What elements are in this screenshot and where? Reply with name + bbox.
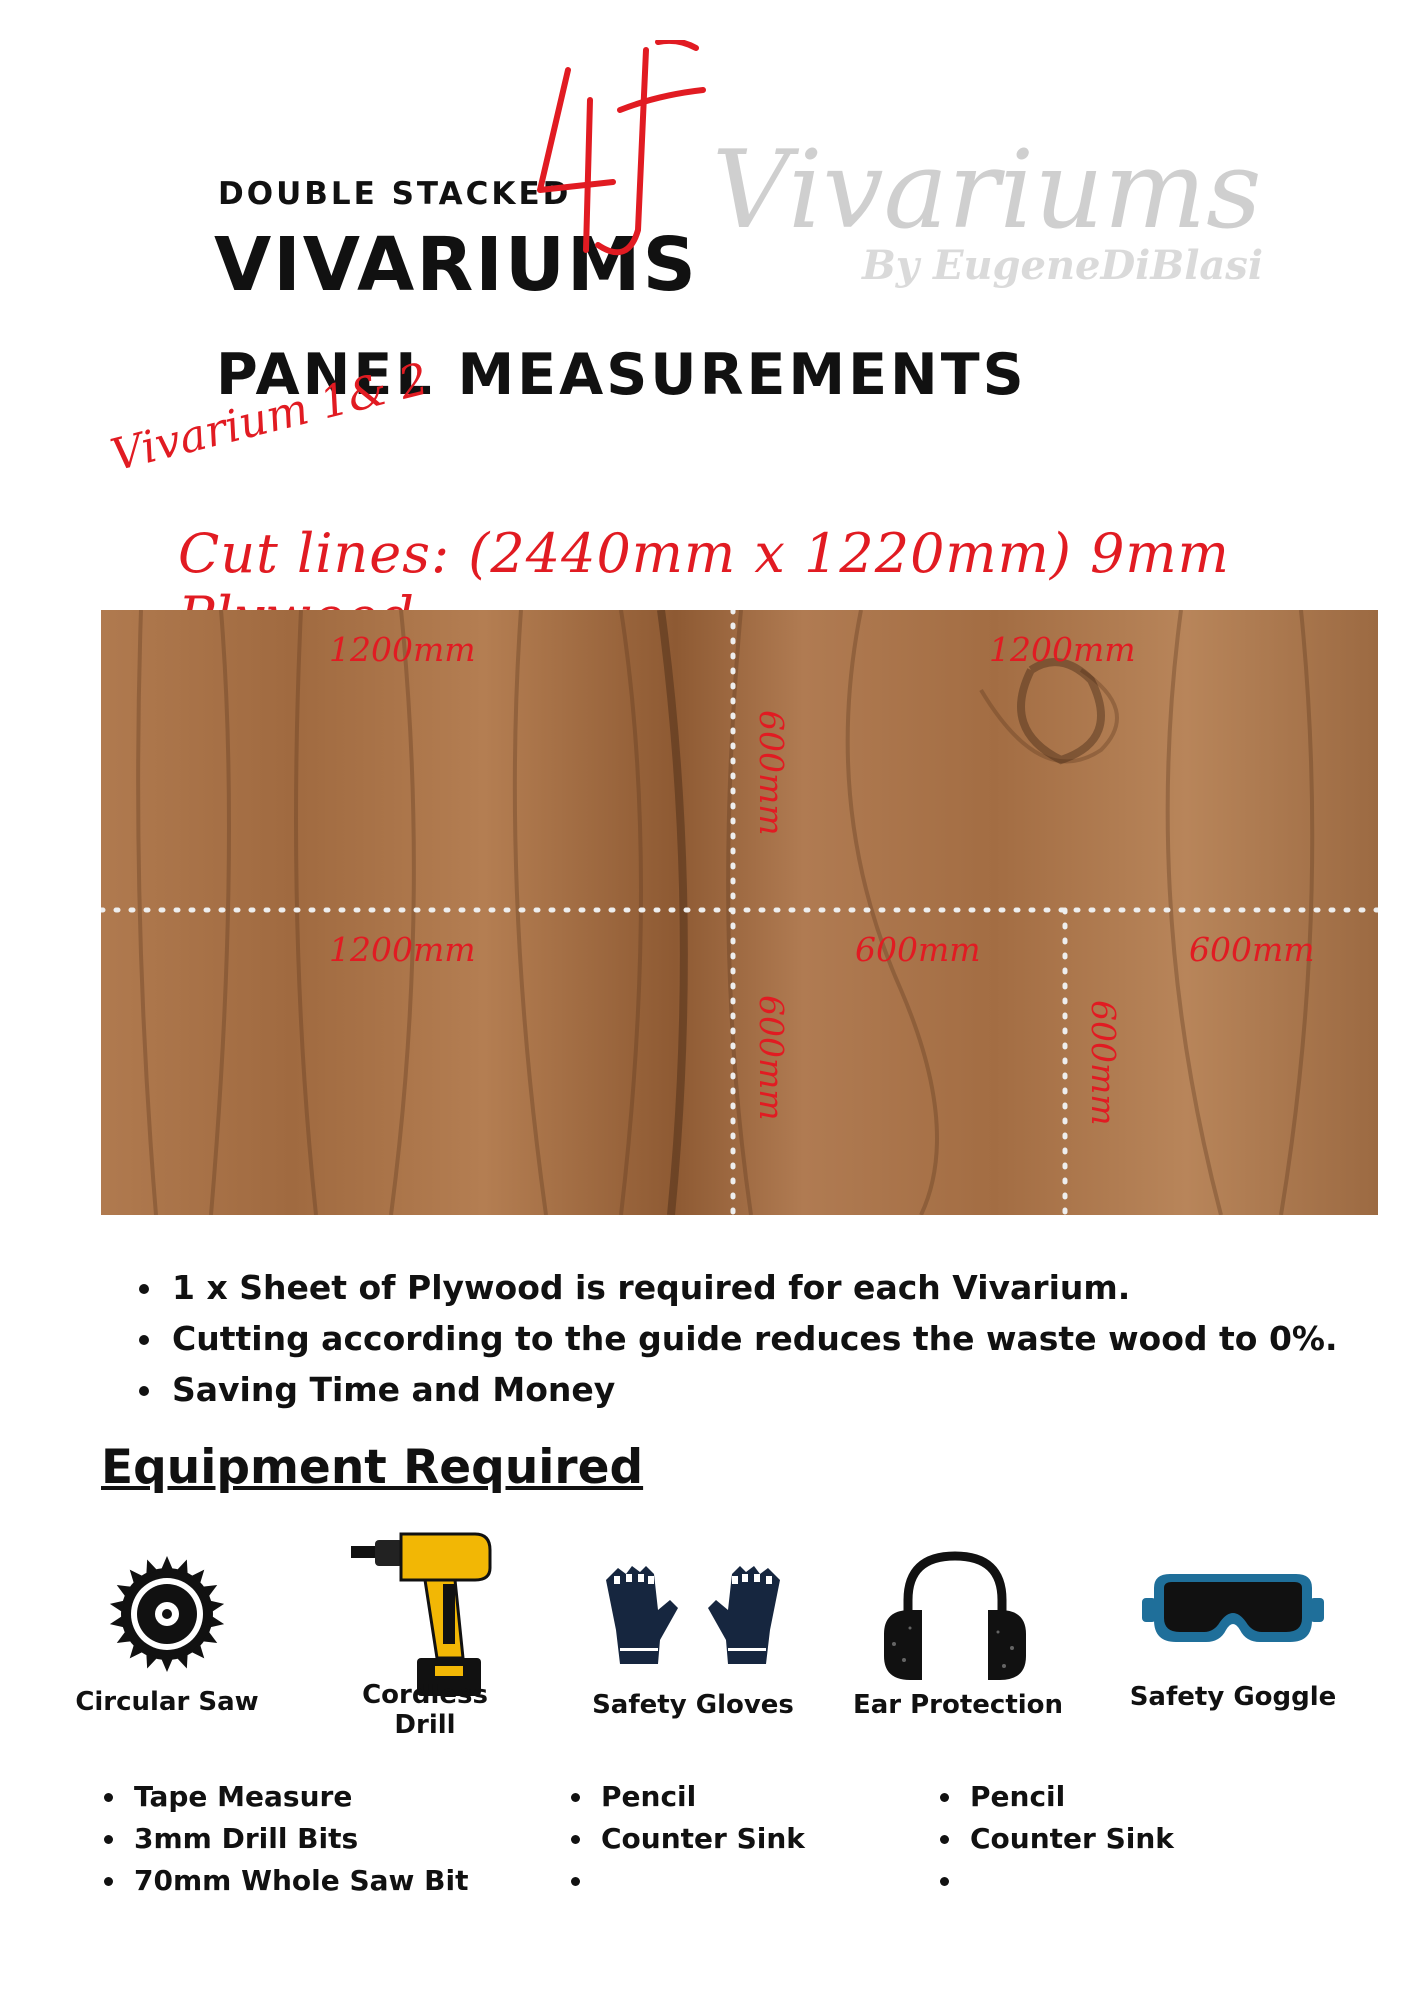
key-point: • Saving Time and Money — [166, 1364, 1396, 1415]
list-item: • Pencil — [595, 1776, 935, 1818]
dimension-label: 600mm — [855, 930, 981, 969]
equipment-label: Safety Goggle — [1129, 1682, 1337, 1712]
list-item — [595, 1860, 935, 1902]
header-subtitle: PANEL MEASUREMENTS — [216, 342, 1027, 408]
safety-gloves-icon — [598, 1560, 788, 1670]
list-item: • Counter Sink — [964, 1818, 1304, 1860]
equipment-label: Cordless Drill — [362, 1680, 488, 1740]
key-point: • Cutting according to the guide reduces the waste wood to 0%. — [166, 1313, 1396, 1364]
handwritten-note-vivarium: Vivarium 1& 2 — [106, 353, 434, 482]
dimension-label: 600mm — [1189, 930, 1315, 969]
equipment-list-3 — [934, 1776, 1304, 1902]
dimension-label: 600mm — [752, 995, 791, 1121]
key-point: • 1 x Sheet of Plywood is required for each Vivarium. — [166, 1262, 1396, 1313]
dimension-label: 1200mm — [989, 630, 1136, 669]
equipment-label: Safety Gloves — [592, 1690, 794, 1720]
four-ft-handwritten-badge — [528, 40, 708, 270]
list-item: • 70mm Whole Saw Bit — [128, 1860, 528, 1902]
ear-protection-icon — [880, 1548, 1030, 1688]
brand-logo-word: Vivariums — [712, 128, 1262, 253]
plywood-cut-diagram — [101, 610, 1378, 1215]
handwritten-note-cut-lines: Cut lines: (2440mm x 1220mm) 9mm — [178, 522, 1230, 585]
plywood-wood-texture — [101, 610, 1378, 1215]
header-eyebrow: DOUBLE STACKED — [218, 176, 572, 212]
equipment-list-2 — [565, 1776, 935, 1902]
equipment-heading: Equipment Required — [101, 1440, 644, 1495]
list-item: • 3mm Drill Bits — [128, 1818, 528, 1860]
list-item: • Counter Sink — [595, 1818, 935, 1860]
dimension-label: 1200mm — [329, 930, 476, 969]
list-item — [964, 1860, 1304, 1902]
dimension-label: 600mm — [752, 710, 791, 836]
list-item: • Tape Measure — [128, 1776, 528, 1818]
header-title: VIVARIUMS — [214, 222, 698, 308]
dimension-label: 1200mm — [329, 630, 476, 669]
key-points-list — [134, 1262, 1396, 1415]
equipment-label: Ear Protection — [852, 1690, 1064, 1720]
equipment-label: Circular Saw — [75, 1687, 259, 1717]
safety-goggle-icon — [1140, 1568, 1326, 1648]
equipment-list-1 — [98, 1776, 528, 1902]
dimension-label: 600mm — [1084, 1000, 1123, 1126]
brand-logo-byline: By EugeneDiBlasi — [862, 242, 1264, 289]
circular-saw-icon — [108, 1555, 226, 1673]
cordless-drill-icon — [345, 1528, 495, 1700]
list-item: • Pencil — [964, 1776, 1304, 1818]
